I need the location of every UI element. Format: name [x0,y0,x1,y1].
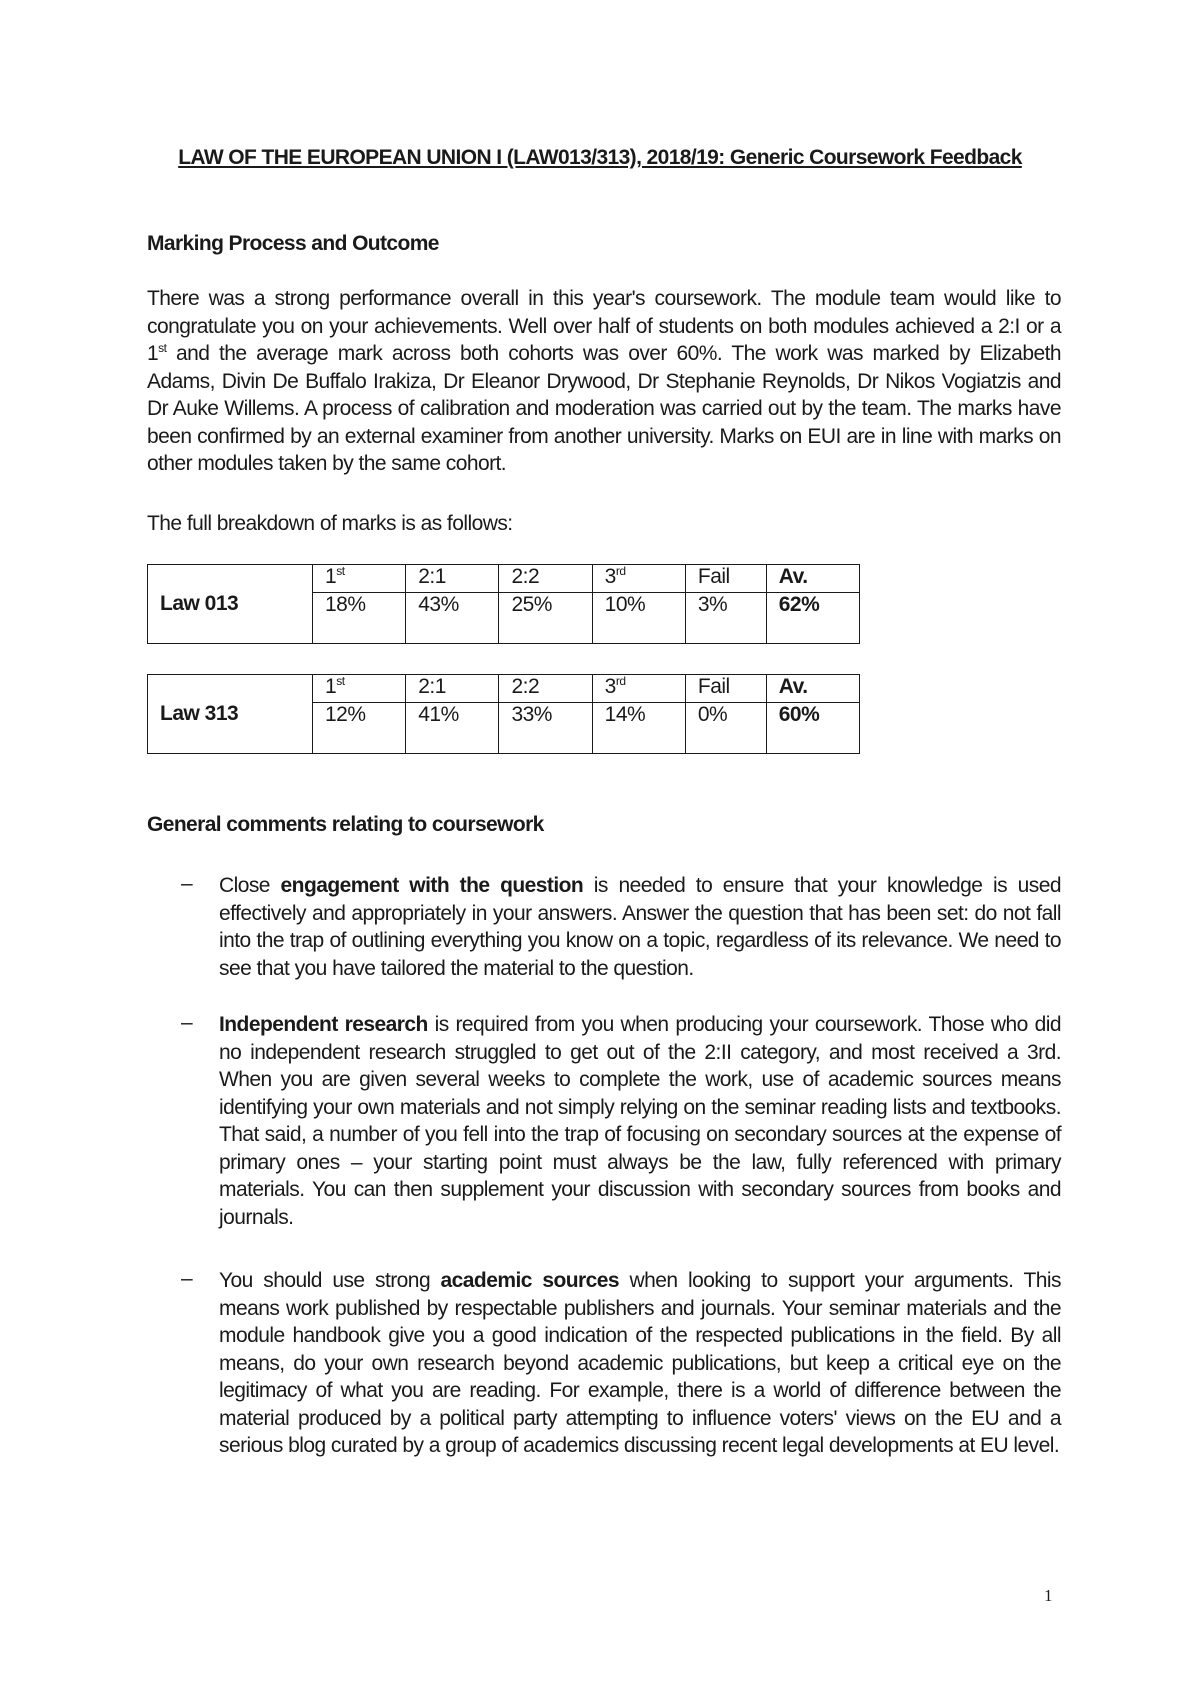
grade-value: 14% [592,703,685,754]
grade-value: 0% [685,703,766,754]
marks-table-law013 [147,564,860,644]
grade-header: 2:2 [499,675,592,703]
grade-header: 1st [313,675,406,703]
average-value: 60% [766,703,859,754]
grade-header: Fail [685,675,766,703]
grade-value: 33% [499,703,592,754]
grade-value: 41% [406,703,499,754]
grade-value: 12% [313,703,406,754]
table-header-row [148,675,860,703]
grade-header: 1st [313,565,406,593]
grade-header: Fail [685,565,766,593]
bullet-text: Close engagement with the question is needed to ensure that your knowledge is used effectively and appropriately in your answers. Answer the question that has been set: do not fall into the trap of outlining everything you know on a topic, regardless of its relevance. We need to see that you have tailored the material to the question. [219,874,1061,980]
bullet-text: You should use strong academic sources when looking to support your arguments. This means work published by respectable publishers and journals. Your seminar materials and the module handbook give you a good indication of the respected publications in the field. By all means, do your own research beyond academic publications, but keep a critical eye on the legitimacy of what you are reading. For example, there is a world of difference between the material produced by a political party attempting to influence voters' views on the EU and a serious blog curated by a group of academics discussing recent legal developments at EU level. [219,1269,1061,1457]
table-header-row [148,565,860,593]
marks-table-law313 [147,674,860,754]
grade-header: 3rd [592,675,685,703]
average-header: Av. [766,565,859,593]
grade-value: 3% [685,593,766,644]
bullet-dash: – [181,872,193,895]
section-heading-marking: Marking Process and Outcome [147,232,439,255]
grade-value: 25% [499,593,592,644]
average-value: 62% [766,593,859,644]
intro-paragraph [147,285,1061,478]
grade-value: 43% [406,593,499,644]
bullet-text: Independent research is required from you when producing your coursework. Those who did no independent research struggled to get out of the 2:II category, and most received a 3rd. When you are given several weeks to complete the work, use of academic sources means identifying your own materials and not simply relying on the seminar reading lists and textbooks. That said, a number of you fell into the trap of focusing on secondary sources at the expense of primary ones – your starting point must always be the law, fully referenced with primary materials. You can then supplement your discussion with secondary sources from books and journals. [219,1013,1061,1229]
bullet-dash: – [181,1267,193,1290]
grade-header: 3rd [592,565,685,593]
grade-header: 2:1 [406,675,499,703]
average-header: Av. [766,675,859,703]
document-title: LAW OF THE EUROPEAN UNION I (LAW013/313), 2018/19: Generic Coursework Feedback [178,146,1022,169]
section-heading-comments: General comments relating to coursework [147,813,544,836]
grade-header: 2:1 [406,565,499,593]
bullet-dash: – [181,1011,193,1034]
grade-value: 18% [313,593,406,644]
grade-value: 10% [592,593,685,644]
table-row-label: Law 013 [148,565,313,644]
intro-text-end: and the average mark across both cohorts was over 60%. The work was marked by Elizabeth Adams, Divin De Buffalo Irakiza, Dr Eleanor Drywood, Dr Stephanie Reynolds, Dr Nikos Vogiatzis and Dr Auke Willems. A process of calibration and moderation was carried out by the team. The marks have been confirmed by an external examiner from another university. Marks on EUI are in line with marks on other modules taken by the same cohort. [147,342,1061,475]
ordinal-suffix: st [158,341,167,355]
page-number: 1 [1044,1586,1053,1605]
intro-text-start: There was a strong performance overall in this year's coursework. The module team would like to congratulate you on your achievements. Well over half of students on both modules achieved a 2:I or a 1 [147,287,1061,365]
breakdown-intro: The full breakdown of marks is as follows: [147,512,513,535]
table-row-label: Law 313 [148,675,313,754]
grade-header: 2:2 [499,565,592,593]
